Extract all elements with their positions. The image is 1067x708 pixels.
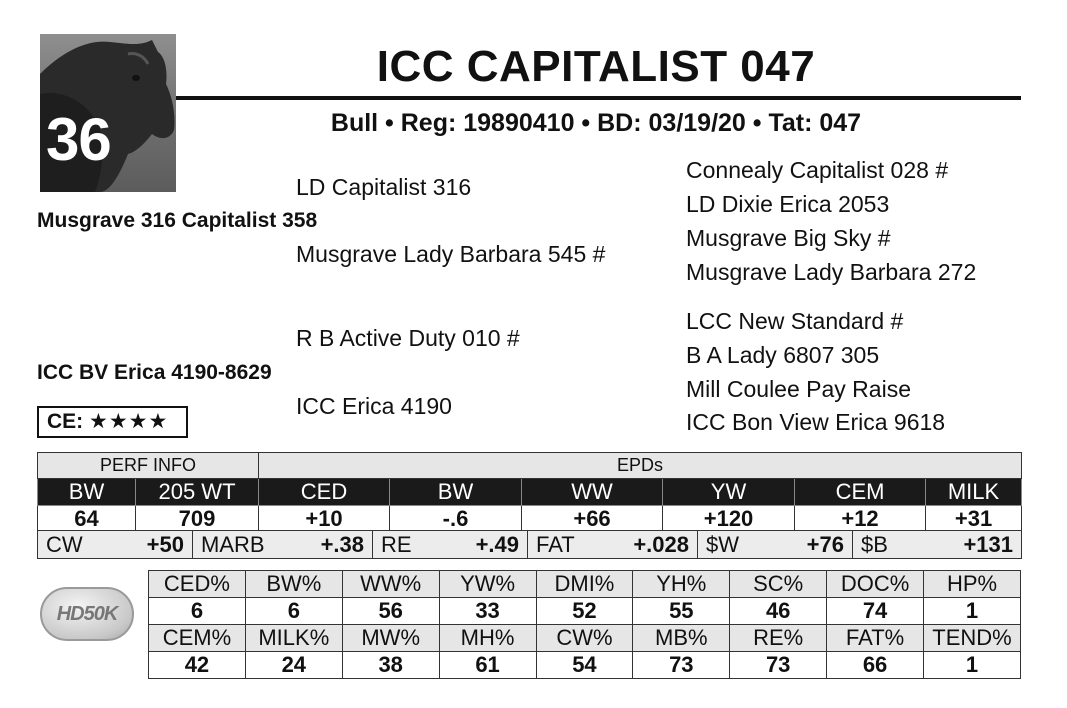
epd-header: WW bbox=[522, 479, 663, 506]
epd-value: +31 bbox=[926, 506, 1022, 533]
epd-header: MILK bbox=[926, 479, 1022, 506]
epd-header: BW bbox=[390, 479, 522, 506]
percentile-header: BW% bbox=[245, 571, 342, 598]
percentile-header: YW% bbox=[439, 571, 536, 598]
percentile-header: MW% bbox=[342, 625, 439, 652]
percentile-value: 1 bbox=[924, 652, 1021, 679]
pedigree-dam-dam-dam: ICC Bon View Erica 9618 bbox=[686, 409, 946, 435]
registration-line: Bull • Reg: 19890410 • BD: 03/19/20 • Tat: 047 bbox=[330, 109, 862, 137]
pedigree-dam-dam: ICC Erica 4190 bbox=[296, 393, 452, 419]
percentile-value: 54 bbox=[536, 652, 633, 679]
epd-extra-cell bbox=[373, 531, 528, 559]
epd-extra-cell bbox=[38, 531, 193, 559]
pedigree-sire: Musgrave 316 Capitalist 358 bbox=[37, 209, 318, 232]
title-divider bbox=[176, 96, 1021, 100]
pedigree-sire-dam-sire: Musgrave Big Sky # bbox=[686, 225, 891, 251]
epd-header: CED bbox=[259, 479, 390, 506]
percentile-header: SC% bbox=[730, 571, 827, 598]
epd-extra-label: $B bbox=[861, 531, 888, 557]
epds-heading: EPDs bbox=[259, 453, 1022, 479]
epd-extra-cell bbox=[698, 531, 853, 559]
epd-extra-label: CW bbox=[46, 531, 83, 557]
epd-extra-label: RE bbox=[381, 531, 412, 557]
percentile-header: WW% bbox=[342, 571, 439, 598]
epd-extra-value: +.38 bbox=[320, 531, 364, 557]
percentile-header: YH% bbox=[633, 571, 730, 598]
percentile-header: TEND% bbox=[924, 625, 1021, 652]
percentile-value: 55 bbox=[633, 598, 730, 625]
percentile-header: CED% bbox=[149, 571, 246, 598]
percentile-value: 33 bbox=[439, 598, 536, 625]
percentile-value: 42 bbox=[149, 652, 246, 679]
epd-extra-label: MARB bbox=[201, 531, 265, 557]
epd-table bbox=[37, 452, 1022, 533]
epd-value: +120 bbox=[663, 506, 795, 533]
pedigree-dam-dam-sire: Mill Coulee Pay Raise bbox=[686, 376, 911, 402]
epd-extra-label: $W bbox=[706, 531, 739, 557]
epd-extra-cell bbox=[528, 531, 698, 559]
percentile-header: DOC% bbox=[827, 571, 924, 598]
percentile-value: 56 bbox=[342, 598, 439, 625]
epd-value: +66 bbox=[522, 506, 663, 533]
epd-header: CEM bbox=[795, 479, 926, 506]
epd-extra-cell bbox=[853, 531, 1022, 559]
epd-value: +10 bbox=[259, 506, 390, 533]
perf-header: 205 WT bbox=[136, 479, 259, 506]
pedigree-sire-dam: Musgrave Lady Barbara 545 # bbox=[296, 241, 606, 267]
perf-info-heading: PERF INFO bbox=[38, 453, 259, 479]
percentile-header: HP% bbox=[924, 571, 1021, 598]
percentile-value: 66 bbox=[827, 652, 924, 679]
pedigree-dam-sire-dam: B A Lady 6807 305 bbox=[686, 342, 880, 368]
percentile-header: RE% bbox=[730, 625, 827, 652]
epd-value: -.6 bbox=[390, 506, 522, 533]
percentile-value: 6 bbox=[245, 598, 342, 625]
epd-value: +12 bbox=[795, 506, 926, 533]
pedigree-sire-sire-sire: Connealy Capitalist 028 # bbox=[686, 157, 949, 183]
pedigree-sire-sire-dam: LD Dixie Erica 2053 bbox=[686, 191, 890, 217]
epd-header: YW bbox=[663, 479, 795, 506]
pedigree-sire-sire: LD Capitalist 316 bbox=[296, 174, 472, 200]
percentile-header: FAT% bbox=[827, 625, 924, 652]
perf-value: 709 bbox=[136, 506, 259, 533]
pedigree-dam-sire: R B Active Duty 010 # bbox=[296, 325, 520, 351]
perf-value: 64 bbox=[38, 506, 136, 533]
lot-number: 36 bbox=[46, 106, 111, 173]
percentile-value: 73 bbox=[730, 652, 827, 679]
percentile-header: CEM% bbox=[149, 625, 246, 652]
calving-ease-label: CE: bbox=[47, 410, 84, 433]
percentile-value: 73 bbox=[633, 652, 730, 679]
pedigree-sire-dam-dam: Musgrave Lady Barbara 272 bbox=[686, 259, 977, 285]
hd50k-logo-text: HD50K bbox=[56, 603, 118, 625]
percentile-value: 46 bbox=[730, 598, 827, 625]
pedigree-dam-sire-sire: LCC New Standard # bbox=[686, 308, 904, 334]
percentile-header: MILK% bbox=[245, 625, 342, 652]
pedigree-dam: ICC BV Erica 4190-8629 bbox=[37, 361, 272, 384]
calving-ease-box bbox=[37, 406, 188, 438]
percentile-value: 1 bbox=[924, 598, 1021, 625]
percentile-value: 38 bbox=[342, 652, 439, 679]
percentile-table bbox=[148, 570, 1021, 679]
epd-extra-label: FAT bbox=[536, 531, 575, 557]
percentile-value: 6 bbox=[149, 598, 246, 625]
animal-name: ICC CAPITALIST 047 bbox=[376, 42, 816, 91]
percentile-value: 52 bbox=[536, 598, 633, 625]
calving-ease-stars: ★★★★ bbox=[89, 410, 169, 433]
epd-extra-value: +.49 bbox=[475, 531, 519, 557]
epd-extra-value: +.028 bbox=[633, 531, 689, 557]
epd-extra-cell bbox=[193, 531, 373, 559]
percentile-value: 24 bbox=[245, 652, 342, 679]
percentile-header: MB% bbox=[633, 625, 730, 652]
epd-extra-table bbox=[37, 530, 1022, 559]
percentile-header: DMI% bbox=[536, 571, 633, 598]
percentile-value: 74 bbox=[827, 598, 924, 625]
epd-extra-value: +131 bbox=[963, 531, 1013, 557]
percentile-header: MH% bbox=[439, 625, 536, 652]
perf-header: BW bbox=[38, 479, 136, 506]
percentile-value: 61 bbox=[439, 652, 536, 679]
epd-extra-value: +50 bbox=[146, 531, 184, 557]
epd-extra-value: +76 bbox=[806, 531, 844, 557]
percentile-header: CW% bbox=[536, 625, 633, 652]
